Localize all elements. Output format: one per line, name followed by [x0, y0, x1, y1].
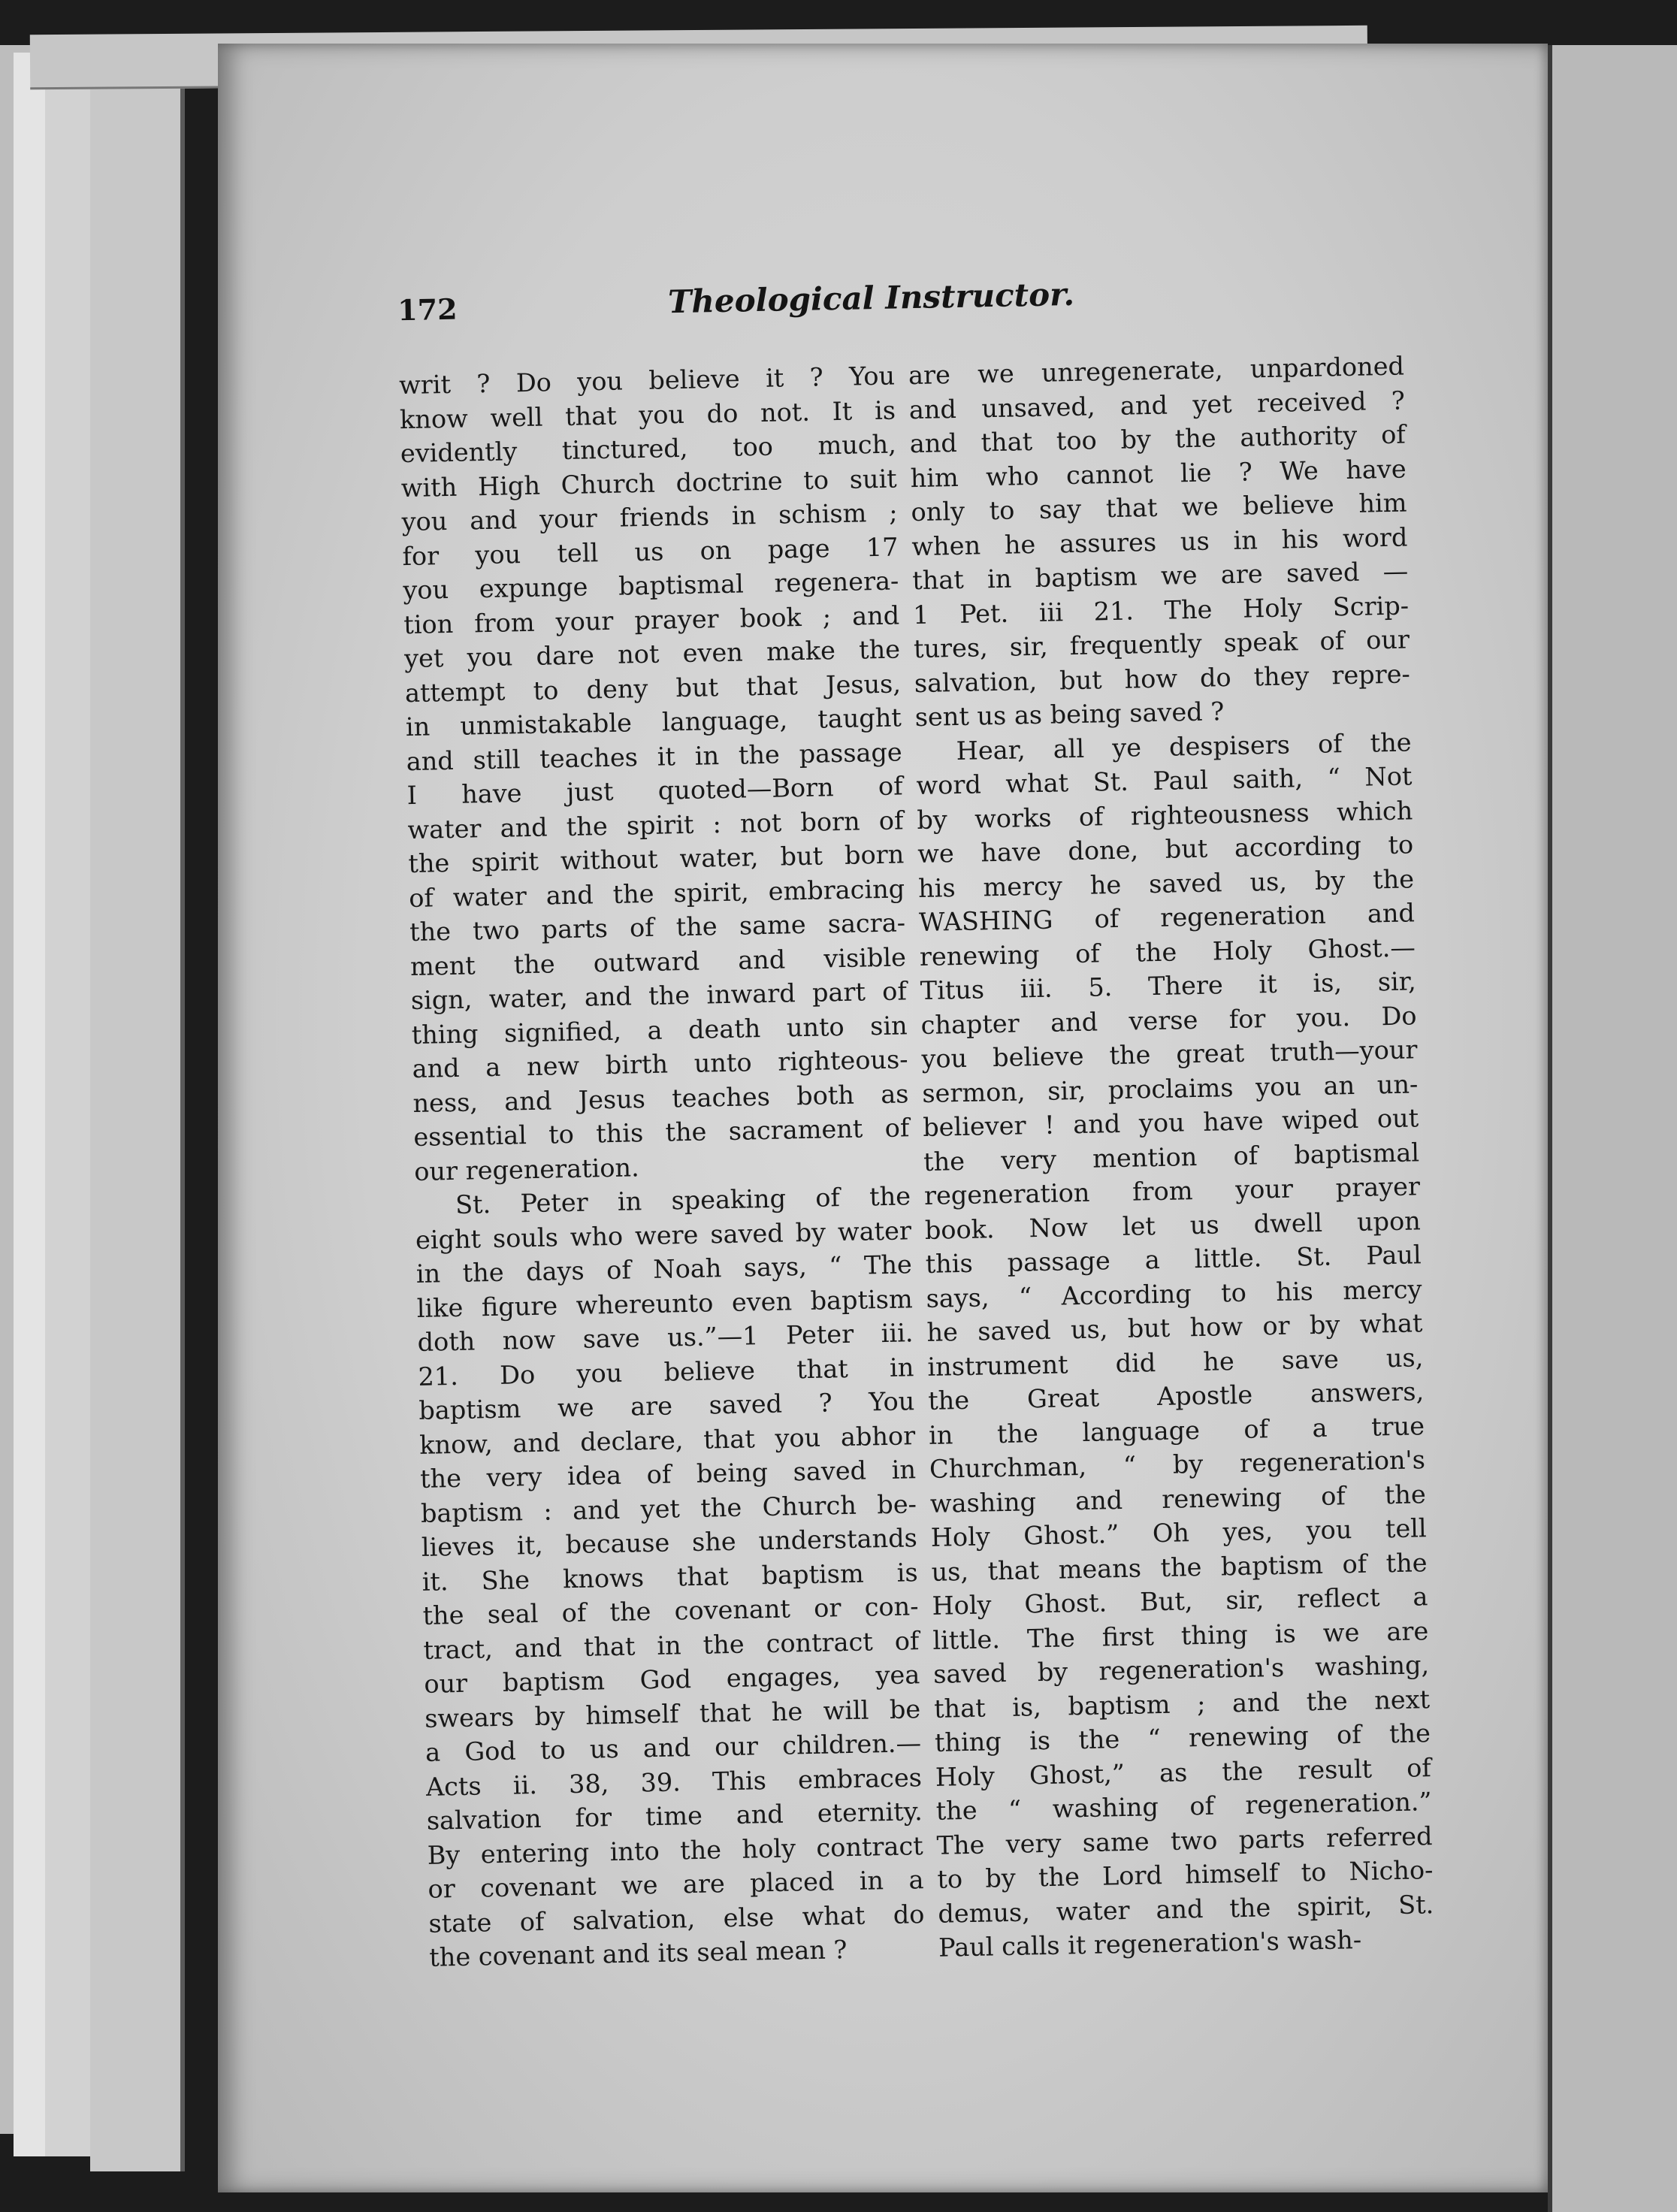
text-line: regeneration from your prayer: [923, 1171, 1421, 1210]
text-line: chapter and verse for you. Do: [920, 1000, 1417, 1040]
text-line: little. The first thing is we are: [932, 1615, 1429, 1655]
text-line: salvation for time and eternity.: [426, 1796, 923, 1836]
text-line: the two parts of the same sacra-: [409, 908, 906, 947]
text-line: a God to us and our children.—: [425, 1728, 922, 1767]
text-line: we have done, but according to: [917, 830, 1414, 869]
text-line: lieves it, because she understands: [421, 1523, 918, 1562]
text-line: state of salvation, else what do: [428, 1899, 925, 1939]
text-line: in the days of Noah says, “ The: [415, 1250, 913, 1289]
text-line: baptism : and yet the Church be-: [420, 1488, 917, 1528]
book-page: [218, 44, 1548, 2192]
text-line: and unsaved, and yet received ?: [908, 385, 1406, 425]
text-line: us, that means the baptism of the: [931, 1547, 1428, 1587]
text-line: for you tell us on page 17: [402, 531, 899, 571]
text-line: attempt to deny but that Jesus,: [404, 668, 902, 708]
text-line: WASHING of regeneration and: [918, 898, 1416, 938]
text-line: writ ? Do you believe it ? You: [398, 361, 896, 400]
text-line: 21. Do you believe that in: [418, 1352, 914, 1392]
text-line: essential to this the sacrament of: [413, 1113, 910, 1152]
text-line: you and your friends in schism ;: [401, 497, 898, 537]
text-line: says, “ According to his mercy: [926, 1274, 1422, 1313]
text-line: only to say that we believe him: [911, 488, 1407, 527]
text-line: the spirit without water, but born: [408, 839, 905, 879]
right-text-column: [908, 349, 1435, 1965]
text-line: by works of righteousness which: [917, 795, 1413, 835]
text-line: Holy Ghost. But, sir, reflect a: [932, 1582, 1428, 1621]
text-line: it. She knows that baptism is: [422, 1557, 918, 1597]
page-content: [198, 31, 1569, 2204]
text-line: the Great Apostle answers,: [927, 1376, 1425, 1416]
text-line: our baptism God engages, yea: [423, 1660, 920, 1699]
left-text-column: [399, 359, 926, 1975]
text-line: our regeneration.: [413, 1152, 640, 1186]
text-line: you expunge baptismal regenera-: [403, 566, 899, 606]
text-line: Acts ii. 38, 39. This embraces: [425, 1762, 923, 1802]
text-line: that is, baptism ; and the next: [933, 1684, 1431, 1724]
text-line: book. Now let us dwell upon: [924, 1205, 1422, 1245]
text-line: sign, water, and the inward part of: [410, 976, 908, 1016]
text-line: his mercy he saved us, by the: [917, 863, 1415, 903]
page-header: [397, 276, 1322, 346]
text-line: when he assures us in his word: [911, 521, 1408, 561]
text-line: the seal of the covenant or con-: [422, 1591, 919, 1630]
text-line: By entering into the holy contract: [427, 1830, 923, 1870]
text-line: sent us as being saved ?: [914, 697, 1225, 733]
text-line: thing signified, a death unto sin: [411, 1010, 908, 1050]
text-line: tures, sir, frequently speak of our: [913, 624, 1410, 664]
text-line: evidently tinctured, too much,: [400, 429, 897, 469]
text-line: in the language of a true: [928, 1410, 1425, 1450]
text-line: salvation, but how do they repre-: [914, 658, 1411, 698]
text-line: 1 Pet. iii 21. The Holy Scrip-: [912, 590, 1410, 630]
text-line: St. Peter in speaking of the: [455, 1181, 911, 1219]
text-line: and that too by the authority of: [909, 419, 1407, 459]
text-line: the very idea of being saved in: [419, 1455, 917, 1494]
text-line: Holy Ghost,” as the result of: [935, 1752, 1432, 1792]
text-line: ness, and Jesus teaches both as: [412, 1078, 909, 1118]
text-line: you believe the great truth—your: [921, 1035, 1418, 1074]
text-line: thing is the “ renewing of the: [934, 1718, 1431, 1757]
text-line: washing and renewing of the: [929, 1479, 1427, 1518]
text-line: baptism we are saved ? You: [418, 1386, 915, 1425]
text-line: like figure whereunto even baptism: [416, 1283, 913, 1323]
text-line: know well that you do not. It is: [399, 395, 896, 434]
text-line: with High Church doctrine to suit: [400, 463, 898, 503]
text-line: instrument did he save us,: [926, 1342, 1424, 1382]
text-line: saved by regeneration's washing,: [932, 1650, 1430, 1689]
text-line: of water and the spirit, embracing: [408, 873, 905, 913]
text-line: in unmistakable language, taught: [405, 703, 902, 742]
text-line: are we unregenerate, unpardoned: [908, 351, 1405, 391]
text-line: swears by himself that he will be: [424, 1694, 921, 1733]
running-title: Theological Instructor.: [667, 275, 1075, 321]
text-line: the very mention of baptismal: [923, 1137, 1420, 1177]
text-line: demus, water and the spirit, St.: [937, 1889, 1434, 1929]
text-line: doth now save us.”—1 Peter iii.: [417, 1318, 914, 1357]
text-line: to by the Lord himself to Nicho-: [937, 1855, 1434, 1894]
text-line: and still teaches it in the passage: [406, 736, 903, 776]
text-line: Holy Ghost.” Oh yes, you tell: [930, 1513, 1427, 1552]
text-line: him who cannot lie ? We have: [910, 453, 1407, 493]
text-line: sermon, sir, proclaims you an un-: [922, 1068, 1419, 1108]
text-line: eight souls who were saved by water: [415, 1215, 912, 1255]
text-line: Hear, all ye despisers of the: [956, 727, 1412, 766]
text-line: yet you dare not even make the: [403, 634, 901, 674]
text-line: and a new birth unto righteous-: [412, 1044, 908, 1084]
page-number: 172: [397, 292, 458, 328]
text-line: word what St. Paul saith, “ Not: [916, 761, 1413, 801]
text-line: Paul calls it regeneration's wash-: [938, 1924, 1362, 1963]
text-line: or covenant we are placed in a: [428, 1865, 924, 1904]
text-line: Titus iii. 5. There it is, sir,: [920, 966, 1417, 1006]
text-line: the covenant and its seal mean ?: [428, 1935, 848, 1972]
facing-page-edge: [1548, 45, 1677, 2212]
text-line: I have just quoted—Born of: [406, 771, 903, 811]
text-line: tion from your prayer book ; and: [403, 600, 900, 639]
page-edge: [90, 75, 185, 2171]
text-line: Churchman, “ by regeneration's: [929, 1445, 1426, 1484]
text-line: water and the spirit : not born of: [407, 805, 904, 845]
text-line: know, and declare, that you abhor: [418, 1420, 916, 1460]
text-line: the “ washing of regeneration.”: [935, 1787, 1432, 1826]
text-line: The very same two parts referred: [936, 1821, 1433, 1860]
text-line: tract, and that in the contract of: [423, 1625, 920, 1665]
text-line: renewing of the Holy Ghost.—: [919, 932, 1416, 972]
text-line: believer ! and you have wiped out: [922, 1103, 1419, 1142]
text-line: that in baptism we are saved —: [911, 556, 1409, 596]
text-line: he saved us, but how or by what: [926, 1308, 1423, 1347]
text-line: ment the outward and visible: [409, 941, 907, 981]
text-line: this passage a little. St. Paul: [925, 1240, 1422, 1279]
